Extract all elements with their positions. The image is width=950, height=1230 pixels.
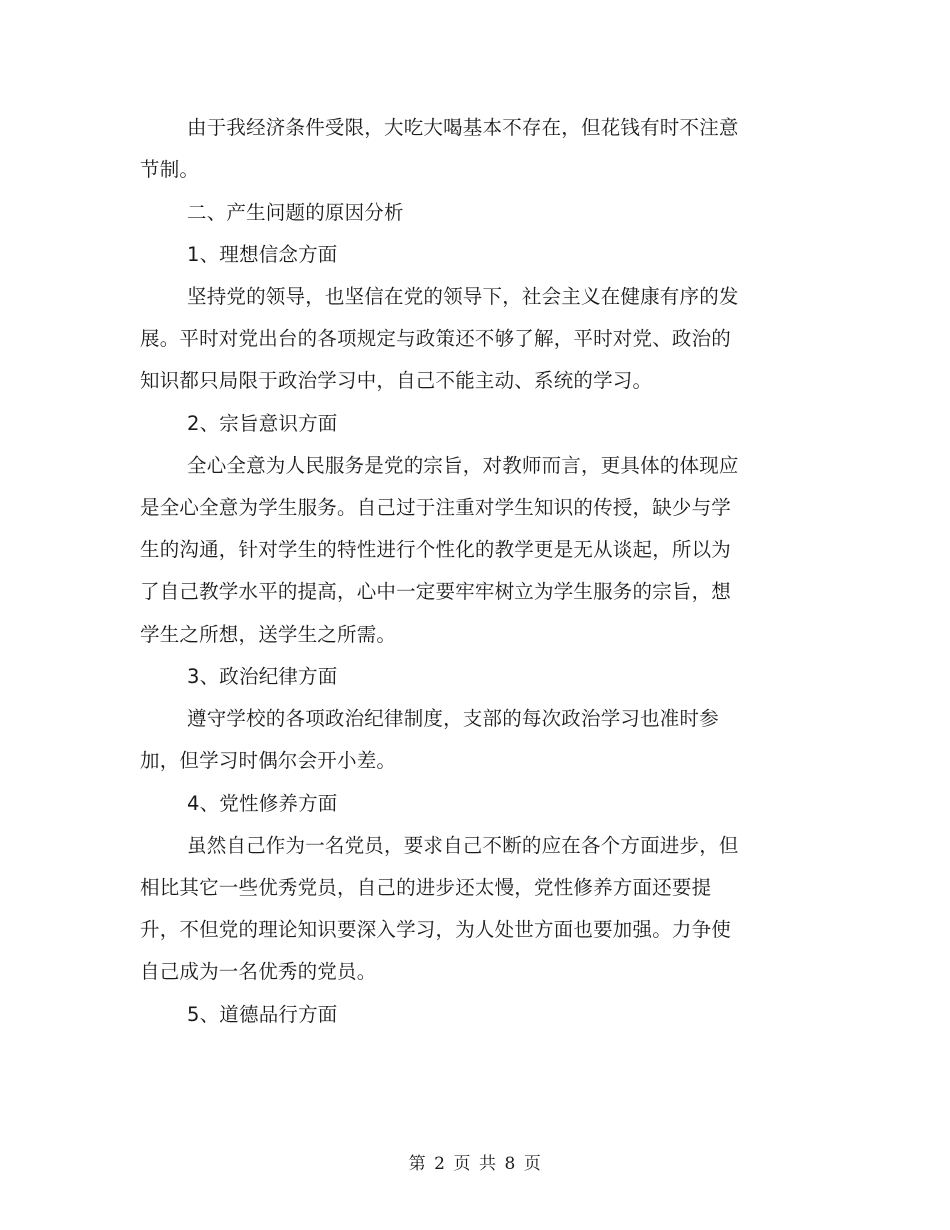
footer-total-suffix: 页 — [523, 1154, 542, 1174]
subsection-heading: 1、理想信念方面 — [187, 243, 338, 266]
paragraph-line: 了自己教学水平的提高，心中一定要牢牢树立为学生服务的宗旨，想 — [140, 580, 732, 603]
paragraph-line: 展。平时对党出台的各项规定与政策还不够了解，平时对党、政治的 — [140, 327, 732, 350]
paragraph-line: 由于我经济条件受限，大吃大喝基本不存在，但花钱有时不注意 — [187, 116, 739, 139]
paragraph-line: 坚持党的领导，也坚信在党的领导下，社会主义在健康有序的发 — [187, 285, 739, 308]
paragraph-line: 加，但学习时偶尔会开小差。 — [140, 749, 397, 772]
footer-total-pages: 8 — [504, 1154, 516, 1174]
paragraph-line: 是全心全意为学生服务。自己过于注重对学生知识的传授，缺少与学 — [140, 496, 732, 519]
paragraph-line: 升，不但党的理论知识要深入学习，为人处世方面也要加强。力争使 — [140, 918, 732, 941]
footer-prefix: 第 — [408, 1154, 427, 1174]
subsection-heading: 3、政治纪律方面 — [187, 665, 338, 688]
footer-page-label: 页 — [453, 1154, 471, 1174]
paragraph-line: 学生之所想，送学生之所需。 — [140, 623, 397, 646]
footer-current-page: 2 — [434, 1154, 446, 1174]
page-footer — [0, 1153, 950, 1175]
subsection-heading: 2、宗旨意识方面 — [187, 412, 338, 435]
footer-total-prefix: 共 — [479, 1154, 497, 1174]
paragraph-line: 知识都只局限于政治学习中，自己不能主动、系统的学习。 — [140, 369, 653, 392]
subsection-heading: 4、党性修养方面 — [187, 792, 338, 815]
paragraph-line: 相比其它一些优秀党员，自己的进步还太慢，党性修养方面还要提 — [140, 876, 712, 899]
subsection-heading: 5、道德品行方面 — [187, 1003, 338, 1026]
paragraph-line: 生的沟通，针对学生的特性进行个性化的教学更是无从谈起，所以为 — [140, 538, 732, 561]
paragraph-line: 遵守学校的各项政治纪律制度，支部的每次政治学习也准时参 — [187, 707, 719, 730]
paragraph-line: 虽然自己作为一名党员，要求自己不断的应在各个方面进步，但 — [187, 834, 739, 857]
paragraph-line: 节制。 — [140, 158, 200, 181]
section-heading: 二、产生问题的原因分析 — [187, 201, 404, 224]
paragraph-line: 自己成为一名优秀的党员。 — [140, 960, 377, 983]
paragraph-line: 全心全意为人民服务是党的宗旨，对教师而言，更具体的体现应 — [187, 454, 739, 477]
